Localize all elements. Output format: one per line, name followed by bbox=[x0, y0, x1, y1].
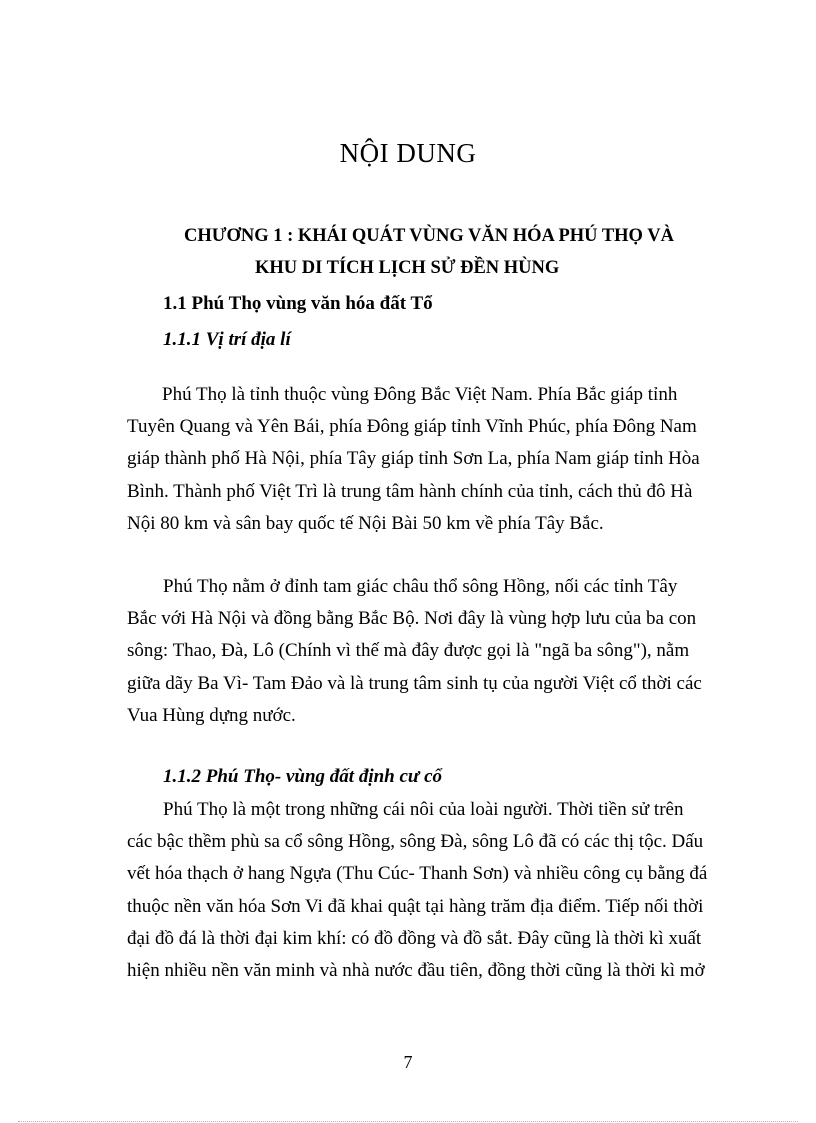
paragraph-line: sông: Thao, Đà, Lô (Chính vì thế mà đây được gọi là "ngã ba sông"), nằm bbox=[127, 640, 690, 662]
subsection-heading-1-1-1: 1.1.1 Vị trí địa lí bbox=[163, 329, 291, 350]
paragraph-line: Bình. Thành phố Việt Trì là trung tâm hành chính của tỉnh, cách thủ đô Hà bbox=[127, 480, 693, 502]
paragraph-line: giáp thành phố Hà Nội, phía Tây giáp tỉnh Sơn La, phía Nam giáp tỉnh Hòa bbox=[127, 448, 700, 470]
paragraph-line: Bắc với Hà Nội và đồng bằng Bắc Bộ. Nơi đây là vùng hợp lưu của ba con bbox=[127, 608, 697, 630]
paragraph-line: Phú Thọ nằm ở đỉnh tam giác châu thổ sông Hồng, nối các tỉnh Tây bbox=[163, 576, 678, 597]
chapter-title-line-2: KHU DI TÍCH LỊCH SỬ ĐỀN HÙNG bbox=[255, 258, 560, 278]
paragraph-line: đại đồ đá là thời đại kim khí: có đồ đồng và đồ sắt. Đây cũng là thời kì xuất bbox=[127, 927, 702, 949]
chapter-title-line-1: CHƯƠNG 1 : KHÁI QUÁT VÙNG VĂN HÓA PHÚ THỌ VÀ bbox=[184, 226, 674, 246]
paragraph-settlement bbox=[127, 794, 708, 987]
paragraph-line: thuộc nền văn hóa Sơn Vi đã khai quật tại hàng trăm địa điểm. Tiếp nối thời bbox=[127, 895, 704, 917]
page-bottom-divider bbox=[18, 1121, 798, 1122]
paragraph-line: hiện nhiều nền văn minh và nhà nước đầu tiên, đồng thời cũng là thời kì mở bbox=[127, 960, 705, 982]
subsection-heading-1-1-2: 1.1.2 Phú Thọ- vùng đất định cư cổ bbox=[163, 766, 442, 787]
paragraph-line: Phú Thọ là tỉnh thuộc vùng Đông Bắc Việt Nam. Phía Bắc giáp tỉnh bbox=[162, 384, 678, 405]
paragraph-line: Tuyên Quang và Yên Bái, phía Đông giáp tỉnh Vĩnh Phúc, phía Đông Nam bbox=[127, 416, 697, 438]
paragraph-location bbox=[127, 379, 700, 540]
paragraph-line: Phú Thọ là một trong những cái nôi của loài người. Thời tiền sử trên bbox=[163, 799, 684, 820]
paragraph-line: các bậc thềm phù sa cổ sông Hồng, sông Đà, sông Lô đã có các thị tộc. Dấu bbox=[127, 831, 704, 853]
paragraph-rivers bbox=[127, 571, 702, 732]
paragraph-line: Vua Hùng dựng nước. bbox=[127, 704, 296, 726]
page-number: 7 bbox=[403, 1052, 413, 1072]
paragraph-line: Nội 80 km và sân bay quốc tế Nội Bài 50 km về phía Tây Bắc. bbox=[127, 512, 604, 534]
paragraph-line: vết hóa thạch ở hang Ngựa (Thu Cúc- Thanh Sơn) và nhiều công cụ bằng đá bbox=[127, 863, 708, 885]
page-title: NỘI DUNG bbox=[339, 138, 477, 168]
paragraph-line: giữa dãy Ba Vì- Tam Đảo và là trung tâm sinh tụ của người Việt cổ thời các bbox=[127, 672, 702, 694]
section-heading-1-1: 1.1 Phú Thọ vùng văn hóa đất Tổ bbox=[163, 293, 433, 314]
